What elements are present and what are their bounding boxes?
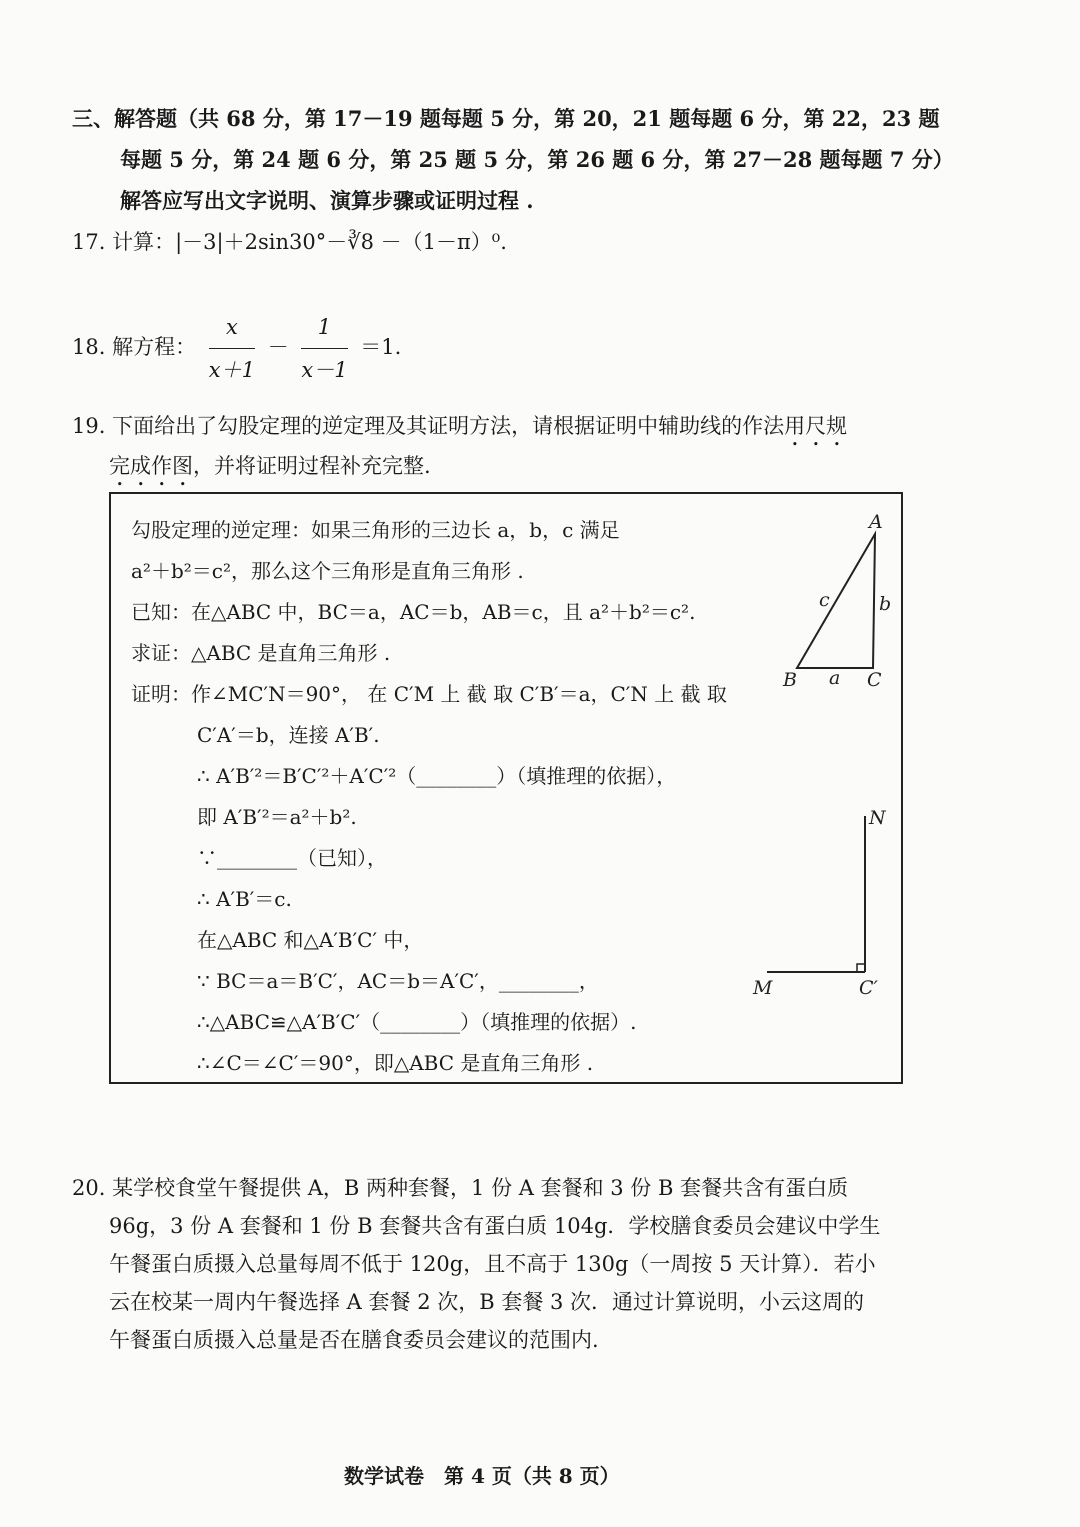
triangle-abc-figure <box>771 504 901 694</box>
question-17-number: 17. <box>72 230 106 254</box>
proof-line-3: 已知：在△ABC 中，BC＝a，AC＝b，AB＝c，且 a²＋b²＝c². <box>131 600 696 624</box>
question-20-text-1: 某学校食堂午餐提供 A，B 两种套餐，1 份 A 套餐和 3 份 B 套餐共含有蛋白质 <box>112 1176 849 1200</box>
question-19-line2 <box>109 447 431 491</box>
right-angle-mark <box>857 964 865 972</box>
fraction-1 <box>209 308 255 389</box>
label-n: N <box>869 807 886 829</box>
label-m: M <box>753 977 773 999</box>
label-vertex-b: B <box>783 669 797 691</box>
question-19-number: 19. <box>72 414 106 438</box>
question-20-line1 <box>72 1169 848 1207</box>
label-c-prime: C′ <box>859 977 878 999</box>
fraction-2-denominator: x－1 <box>301 358 348 382</box>
label-side-c: c <box>819 589 830 611</box>
question-19-text-b: ，并将证明过程补充完整. <box>193 454 431 478</box>
proof-line-4: 求证：△ABC 是直角三角形 . <box>131 641 391 665</box>
question-19-text-a: 下面给出了勾股定理的逆定理及其证明方法，请根据证明中辅助线的作法 <box>112 414 785 438</box>
proof-line-9: ∵________（已知）， <box>197 846 387 870</box>
right-angle-figure <box>741 800 901 1000</box>
section-heading-line3: 解答应写出文字说明、演算步骤或证明过程 . <box>120 188 534 213</box>
question-18-suffix: ＝1. <box>360 335 402 359</box>
proof-line-2: a²＋b²＝c²，那么这个三角形是直角三角形 . <box>131 559 524 583</box>
proof-line-6: C′A′＝b，连接 A′B′. <box>197 723 380 747</box>
question-20-line5: 午餐蛋白质摄入总量是否在膳食委员会建议的范围内. <box>109 1328 599 1352</box>
label-vertex-c: C <box>867 669 882 691</box>
proof-line-11: 在△ABC 和△A′B′C′ 中， <box>197 928 424 952</box>
fraction-1-numerator: x <box>209 308 255 349</box>
section-heading-line1: 三、解答题（共 68 分，第 17－19 题每题 5 分，第 20，21 题每题 6 分，第 22，23 题 <box>72 106 940 131</box>
question-18 <box>72 308 401 389</box>
fraction-2-numerator: 1 <box>301 308 347 349</box>
question-20-number: 20. <box>72 1176 106 1200</box>
label-side-b: b <box>879 593 892 615</box>
question-17-text: 计算：|－3|＋2sin30°－∛8 －（1－π）⁰. <box>112 230 507 254</box>
question-18-number: 18. <box>72 335 106 359</box>
page-footer: 数学试卷 第 4 页（共 8 页） <box>344 1464 620 1488</box>
proof-line-12: ∵ BC＝a＝B′C′，AC＝b＝A′C′，________， <box>197 969 599 993</box>
question-19-emphasis-1: 用尺规 <box>784 414 848 438</box>
label-side-a: a <box>829 667 841 689</box>
question-20-line2: 96g，3 份 A 套餐和 1 份 B 套餐共含有蛋白质 104g．学校膳食委员会建议中学生 <box>109 1214 881 1238</box>
fraction-2 <box>301 308 347 389</box>
minus-sign: － <box>267 335 289 359</box>
question-20-line3: 午餐蛋白质摄入总量每周不低于 120g，且不高于 130g（一周按 5 天计算）．若小 <box>109 1252 876 1276</box>
question-18-prefix: 解方程： <box>112 335 197 359</box>
proof-line-14: ∴∠C＝∠C′＝90°，即△ABC 是直角三角形 . <box>197 1051 594 1075</box>
fraction-1-denominator: x＋1 <box>208 358 255 382</box>
proof-line-7: ∴ A′B′²＝B′C′²＋A′C′²（________）（填推理的依据）， <box>197 764 677 788</box>
proof-line-10: ∴ A′B′＝c. <box>197 887 292 911</box>
triangle-abc <box>797 534 875 668</box>
question-17 <box>72 223 507 261</box>
proof-line-1: 勾股定理的逆定理：如果三角形的三边长 a，b，c 满足 <box>131 518 620 542</box>
proof-line-5: 证明：作∠MC′N＝90°， 在 C′M 上 截 取 C′B′＝a，C′N 上 截 取 <box>131 682 727 706</box>
question-19-emphasis-2: 完成作图 <box>109 454 193 478</box>
proof-line-8: 即 A′B′²＝a²＋b². <box>197 805 357 829</box>
proof-line-13: ∴△ABC≌△A′B′C′（________）（填推理的依据）. <box>197 1010 637 1034</box>
label-vertex-a: A <box>869 511 883 533</box>
section-heading-line2: 每题 5 分，第 24 题 6 分，第 25 题 5 分，第 26 题 6 分，第 27－28 题每题 7 分） <box>120 147 954 172</box>
question-20-line4: 云在校某一周内午餐选择 A 套餐 2 次，B 套餐 3 次．通过计算说明，小云这周的 <box>109 1290 865 1314</box>
proof-box <box>109 492 903 1084</box>
question-19-line1 <box>72 407 847 451</box>
